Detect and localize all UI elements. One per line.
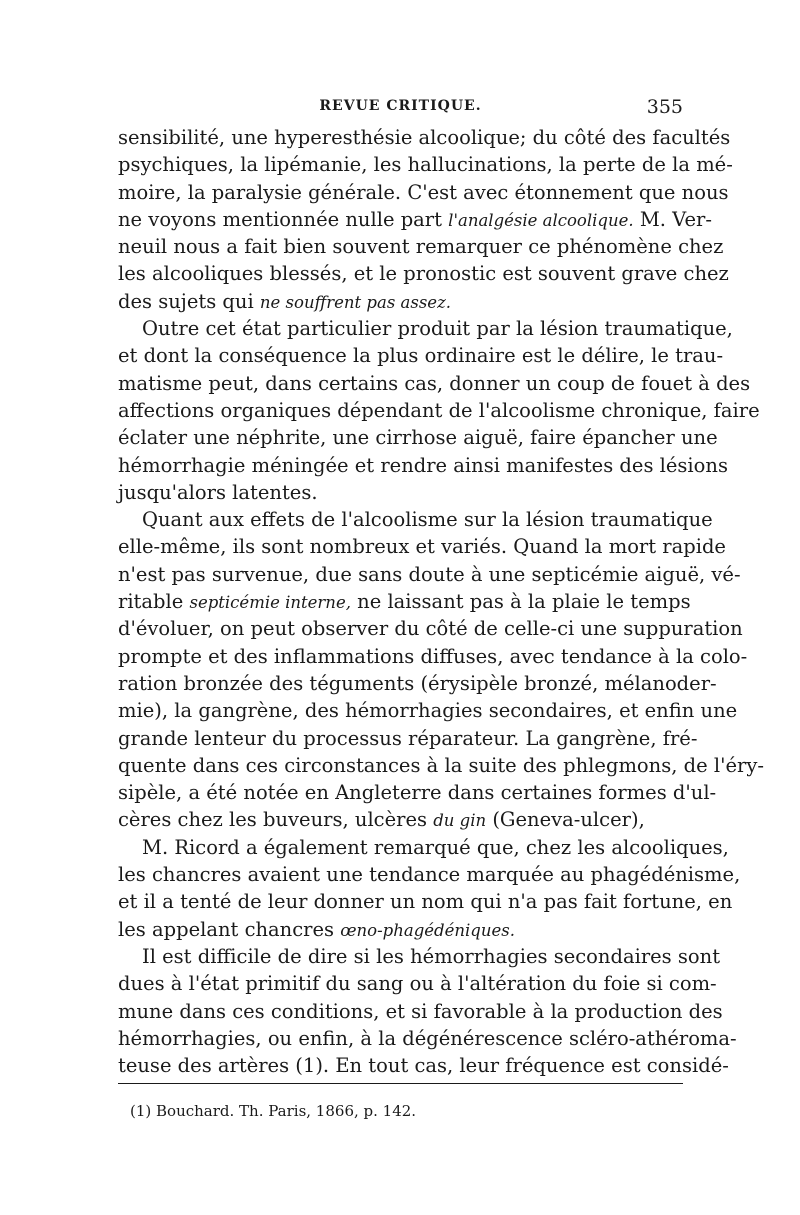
text-segment: Quant aux effets de l'alcoolisme sur la lésion traumatique	[142, 508, 713, 532]
text-line	[118, 561, 741, 588]
text-segment: neuil nous a fait bien souvent remarquer ce phénomène chez	[118, 235, 724, 259]
text-segment: M. Ver-	[633, 207, 712, 231]
text-segment: elle-même, ils sont nombreux et variés. Quand la mort rapide	[118, 535, 726, 559]
text-line	[118, 506, 713, 533]
text-segment: mune dans ces conditions, et si favorable à la production des	[118, 999, 723, 1023]
text-line	[118, 670, 717, 697]
text-segment: les appelant chancres	[118, 917, 341, 941]
text-line	[118, 397, 760, 424]
text-line	[118, 288, 683, 315]
text-line	[118, 834, 729, 861]
text-line	[118, 725, 698, 752]
text-line	[118, 233, 724, 260]
text-line	[118, 779, 717, 806]
text-line	[118, 479, 683, 506]
text-line	[118, 861, 741, 888]
text-line	[118, 206, 712, 233]
text-segment: jusqu'alors latentes.	[118, 480, 318, 504]
footnote: (1) Bouchard. Th. Paris, 1866, p. 142.	[130, 1102, 417, 1120]
text-line	[118, 615, 743, 642]
italic-phrase: l'analgésie alcoolique.	[448, 210, 634, 230]
text-segment: sipèle, a été notée en Angleterre dans certaines formes d'ul-	[118, 781, 717, 805]
text-segment: (Geneva-ulcer),	[486, 808, 645, 832]
text-line	[118, 124, 731, 151]
text-segment: ne laissant pas à la plaie le temps	[350, 590, 691, 614]
text-segment: ne voyons mentionnée nulle part	[118, 207, 449, 231]
text-line	[118, 342, 724, 369]
text-segment: Il est difficile de dire si les hémorrhagies secondaires sont	[142, 944, 721, 968]
text-line	[118, 533, 726, 560]
text-segment: mie), la gangrène, des hémorrhagies secondaires, et enfin une	[118, 699, 738, 723]
text-segment: dues à l'état primitif du sang ou à l'altération du foie si com-	[118, 972, 717, 996]
text-line	[118, 179, 729, 206]
page-header	[118, 98, 683, 122]
text-segment: M. Ricord a également remarqué que, chez les alcooliques,	[142, 835, 729, 859]
text-segment: les alcooliques blessés, et le pronostic est souvent grave chez	[118, 262, 729, 286]
text-segment: hémorrhagie méningée et rendre ainsi manifestes des lésions	[118, 453, 728, 477]
italic-phrase: du gin	[433, 811, 487, 831]
text-line	[118, 424, 718, 451]
text-segment: des sujets qui	[118, 289, 260, 313]
text-line	[118, 452, 728, 479]
text-segment: grande lenteur du processus réparateur. La gangrène, fré-	[118, 726, 698, 750]
text-segment: et dont la conséquence la plus ordinaire est le délire, le trau-	[118, 344, 724, 368]
text-segment: sensibilité, une hyperesthésie alcoolique; du côté des facultés	[118, 126, 731, 149]
text-segment: teuse des artères (1). En tout cas, leur fréquence est considé-	[118, 1054, 729, 1078]
text-segment: psychiques, la lipémanie, les hallucinations, la perte de la mé-	[118, 153, 733, 177]
text-segment: ritable	[118, 590, 190, 614]
text-line	[118, 970, 717, 997]
text-segment: Outre cet état particulier produit par la lésion traumatique,	[142, 317, 733, 341]
text-segment: éclater une néphrite, une cirrhose aiguë, faire épancher une	[118, 426, 718, 450]
text-line	[118, 806, 683, 833]
text-segment: quente dans ces circonstances à la suite des phlegmons, de l'éry-	[118, 753, 764, 777]
text-line	[118, 888, 733, 915]
text-segment: n'est pas survenue, due sans doute à une septicémie aiguë, vé-	[118, 562, 741, 586]
italic-phrase: ne souffrent pas assez.	[259, 292, 452, 312]
text-segment: hémorrhagies, ou enfin, à la dégénérescence scléro-athéroma-	[118, 1026, 737, 1050]
text-line	[118, 370, 751, 397]
text-line	[118, 697, 738, 724]
text-segment: prompte et des inflammations diffuses, avec tendance à la colo-	[118, 644, 748, 668]
text-line	[118, 916, 683, 943]
text-line	[118, 752, 764, 779]
text-segment: moire, la paralysie générale. C'est avec étonnement que nous	[118, 180, 729, 204]
text-line	[118, 998, 723, 1025]
text-line	[118, 1052, 729, 1079]
text-line	[118, 260, 729, 287]
text-segment: les chancres avaient une tendance marquée au phagédénisme,	[118, 863, 741, 887]
text-line	[118, 1025, 737, 1052]
text-segment: et il a tenté de leur donner un nom qui n'a pas fait fortune, en	[118, 890, 733, 914]
text-line	[118, 315, 733, 342]
text-line	[118, 151, 733, 178]
italic-phrase: septicémie interne,	[189, 593, 351, 613]
body-text	[118, 124, 764, 1079]
text-segment: d'évoluer, on peut observer du côté de celle-ci une suppuration	[118, 617, 743, 641]
page-number: 355	[646, 96, 683, 118]
running-title: REVUE CRITIQUE.	[319, 98, 482, 114]
text-segment: affections organiques dépendant de l'alcoolisme chronique, faire	[118, 398, 760, 422]
footnote-rule	[118, 1083, 683, 1084]
text-line	[118, 643, 748, 670]
text-line	[118, 943, 721, 970]
text-line	[118, 588, 691, 615]
text-segment: cères chez les buveurs, ulcères	[118, 808, 434, 832]
text-segment: matisme peut, dans certains cas, donner un coup de fouet à des	[118, 371, 751, 395]
text-segment: ration bronzée des téguments (érysipèle bronzé, mélanoder-	[118, 671, 717, 695]
italic-phrase: œno-phagédéniques.	[340, 920, 515, 940]
